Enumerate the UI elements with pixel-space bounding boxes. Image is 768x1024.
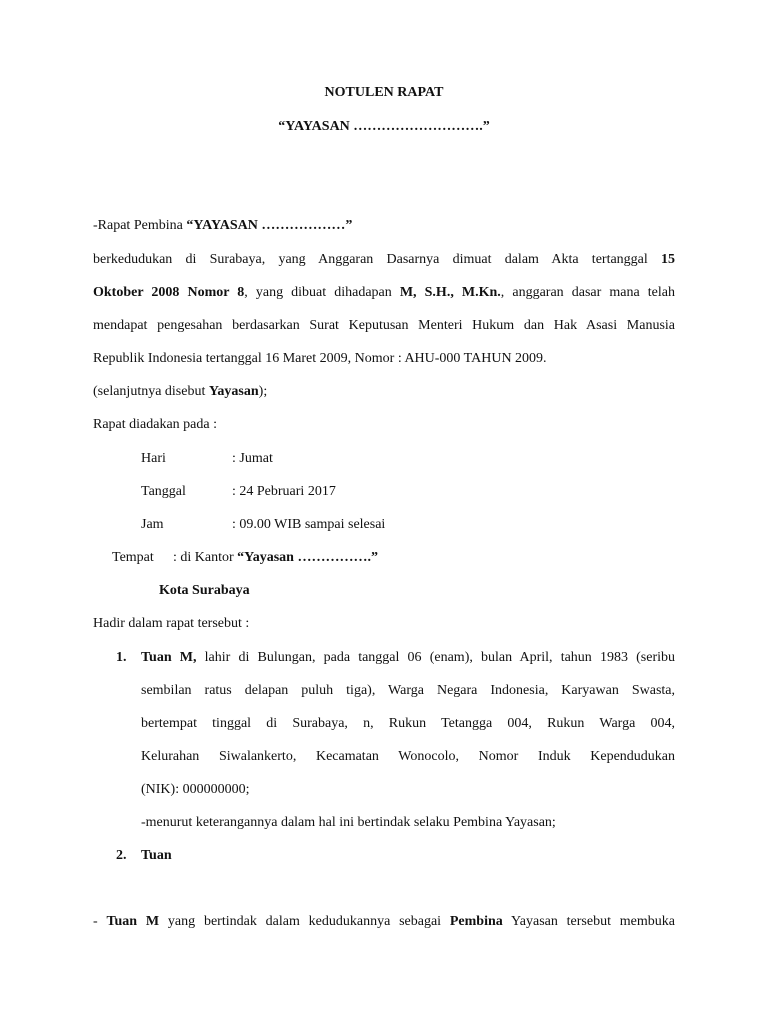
city-line: Kota Surabaya <box>159 583 250 598</box>
attendee-2-name: Tuan <box>141 848 172 863</box>
attendee-1-line-1: Tuan M, lahir di Bulungan, pada tanggal 06 (enam), bulan April, tahun 1983 (seribu <box>141 650 675 665</box>
intro-line-3: mendapat pengesahan berdasarkan Surat Keputusan Menteri Hukum dan Hak Asasi Manusia <box>93 318 675 333</box>
attendee-1-line-6: -menurut keterangannya dalam hal ini bertindak selaku Pembina Yayasan; <box>141 815 556 830</box>
attendee-1-line-2: sembilan ratus delapan puluh tiga), Warga Negara Indonesia, Karyawan Swasta, <box>141 683 675 698</box>
intro-line-5: (selanjutnya disebut Yayasan); <box>93 384 268 399</box>
hari-value: : Jumat <box>232 451 273 466</box>
attendee-2-number: 2. <box>116 848 127 863</box>
tanggal-label: Tanggal <box>141 484 186 499</box>
document-subtitle: “YAYASAN ……………………….” <box>278 119 490 134</box>
jam-value: : 09.00 WIB sampai selesai <box>232 517 386 532</box>
meeting-header: Rapat diadakan pada : <box>93 417 218 432</box>
intro-line-1: berkedudukan di Surabaya, yang Anggaran Dasarnya dimuat dalam Akta tertanggal 15 <box>93 252 675 267</box>
opening-line: -Rapat Pembina “YAYASAN ………………” <box>93 218 353 233</box>
attendance-header: Hadir dalam rapat tersebut : <box>93 616 250 631</box>
attendee-1-number: 1. <box>116 650 127 665</box>
tempat-value: : di Kantor “Yayasan …………….” <box>173 550 378 565</box>
tempat-label: Tempat <box>112 550 154 565</box>
tanggal-value: : 24 Pebruari 2017 <box>232 484 336 499</box>
jam-label: Jam <box>141 517 164 532</box>
attendee-1-line-5: (NIK): 000000000; <box>141 782 250 797</box>
closing-line: - Tuan M yang bertindak dalam kedudukannya sebagai Pembina Yayasan tersebut membuka <box>93 914 675 929</box>
hari-label: Hari <box>141 451 166 466</box>
document-title: NOTULEN RAPAT <box>324 85 444 100</box>
attendee-1-line-3: bertempat tinggal di Surabaya, n, Rukun Tetangga 004, Rukun Warga 004, <box>141 716 675 731</box>
intro-line-4: Republik Indonesia tertanggal 16 Maret 2009, Nomor : AHU-000 TAHUN 2009. <box>93 351 547 366</box>
attendee-1-line-4: Kelurahan Siwalankerto, Kecamatan Wonocolo, Nomor Induk Kependudukan <box>141 749 675 764</box>
intro-line-2: Oktober 2008 Nomor 8, yang dibuat dihadapan M, S.H., M.Kn., anggaran dasar mana telah <box>93 285 675 300</box>
